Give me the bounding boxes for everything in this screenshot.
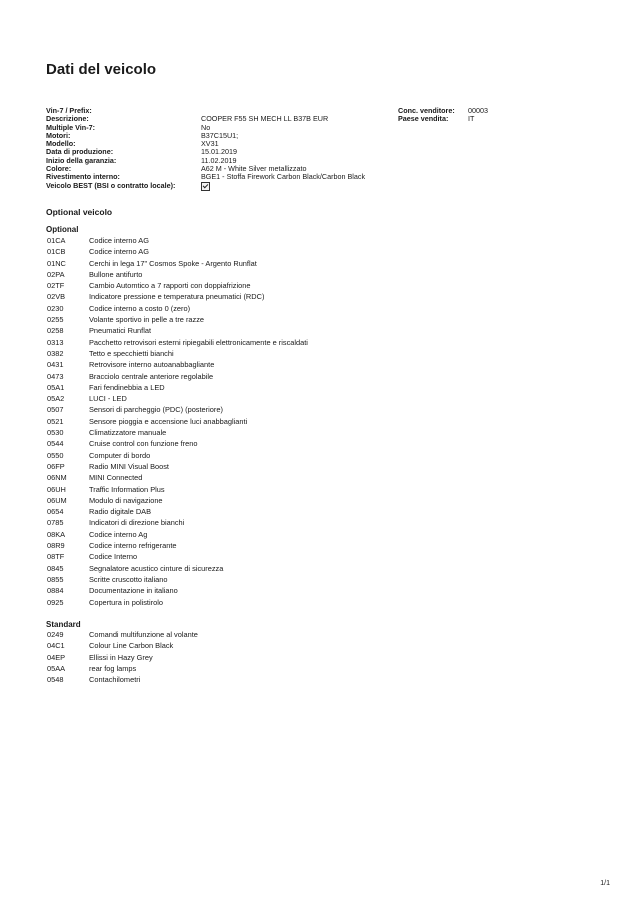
option-code: 02VB (47, 292, 66, 302)
option-code: 05A2 (47, 394, 65, 404)
list-item (46, 450, 606, 461)
page-title: Dati del veicolo (46, 61, 157, 78)
list-item (46, 461, 606, 472)
list-item (46, 674, 606, 685)
field-label: Veicolo BEST (BSI o contratto locale): (46, 180, 176, 190)
section-title: Optional veicolo (46, 207, 113, 217)
list-item (46, 563, 606, 574)
list-item (46, 348, 606, 359)
field-value: IT (468, 114, 475, 124)
option-description: MINI Connected (89, 473, 143, 483)
field-value: B37C15U1; (201, 130, 239, 140)
list-item (46, 652, 606, 663)
option-description: Computer di bordo (89, 450, 151, 460)
standard-list (46, 629, 606, 685)
standard-group-title: Standard (46, 620, 81, 629)
option-description: Codice interno a costo 0 (zero) (89, 303, 191, 313)
option-description: Retrovisore interno autoanabbagliante (89, 360, 215, 370)
list-item (46, 235, 606, 246)
option-description: Radio digitale DAB (89, 507, 152, 517)
field-value: 15.01.2019 (201, 147, 237, 157)
list-item (46, 314, 606, 325)
option-description: Pneumatici Runflat (89, 326, 152, 336)
option-code: 02TF (47, 281, 65, 291)
option-description: Codice interno Ag (89, 529, 148, 539)
option-code: 08TF (47, 552, 65, 562)
option-description: Colour Line Carbon Black (89, 641, 174, 651)
option-description: Documentazione in italiano (89, 586, 178, 596)
option-description: Indicatore pressione e temperatura pneumatici (RDC) (89, 292, 265, 302)
option-code: 02PA (47, 269, 65, 279)
option-code: 01CB (47, 247, 66, 257)
field-value: No (201, 122, 211, 132)
option-description: Tetto e specchietti bianchi (89, 348, 174, 358)
vehicle-field-row (46, 124, 606, 132)
list-item (46, 427, 606, 438)
list-item (46, 540, 606, 551)
option-description: Modulo di navigazione (89, 495, 163, 505)
option-code: 06UH (47, 484, 66, 494)
dealer-fields (398, 107, 598, 124)
option-code: 0507 (47, 405, 64, 415)
list-item (46, 517, 606, 528)
option-description: Codice interno AG (89, 236, 149, 245)
option-code: 0550 (47, 450, 64, 460)
option-code: 0548 (47, 675, 64, 685)
option-code: 0249 (47, 630, 64, 639)
optional-group-title: Optional (46, 225, 79, 234)
option-description: Codice Interno (89, 552, 138, 562)
option-code: 06UM (47, 495, 67, 505)
list-item (46, 629, 606, 640)
option-description: Indicatori di direzione bianchi (89, 518, 185, 528)
option-description: Segnalatore acustico cinture di sicurezza (89, 563, 224, 573)
option-code: 08R9 (47, 541, 65, 551)
list-item (46, 585, 606, 596)
option-code: 0884 (47, 586, 64, 596)
option-description: Climatizzatore manuale (89, 428, 167, 438)
option-description: LUCI - LED (89, 394, 127, 404)
field-label: Conc. venditore: (398, 106, 455, 115)
list-item (46, 325, 606, 336)
field-label: Vin-7 / Prefix: (46, 106, 92, 115)
list-item (46, 472, 606, 483)
list-item (46, 529, 606, 540)
option-code: 08KA (47, 529, 66, 539)
list-item (46, 404, 606, 415)
field-label: Colore: (46, 164, 72, 174)
list-item (46, 337, 606, 348)
option-code: 0258 (47, 326, 64, 336)
list-item (46, 416, 606, 427)
option-code: 0255 (47, 315, 64, 325)
vehicle-field-row (46, 132, 606, 140)
field-label: Data di produzione: (46, 147, 114, 157)
field-label: Modello: (46, 139, 76, 149)
list-item (46, 640, 606, 651)
list-item (46, 393, 606, 404)
field-value: 11.02.2019 (201, 155, 237, 165)
option-code: 0544 (47, 439, 64, 449)
option-code: 0654 (47, 507, 64, 517)
option-code: 0845 (47, 563, 64, 573)
option-description: Bracciolo centrale anteriore regolabile (89, 371, 214, 381)
list-item (46, 291, 606, 302)
option-description: Volante sportivo in pelle a tre razze (89, 315, 205, 325)
list-item (46, 303, 606, 314)
option-code: 0382 (47, 348, 64, 358)
option-code: 0521 (47, 416, 64, 426)
option-code: 0313 (47, 337, 64, 347)
field-value: 00003 (468, 106, 488, 115)
field-label: Descrizione: (46, 114, 89, 124)
option-description: Bullone antifurto (89, 269, 143, 279)
list-item (46, 359, 606, 370)
field-label: Motori: (46, 130, 71, 140)
option-description: Codice interno AG (89, 247, 149, 257)
list-item (46, 551, 606, 562)
option-description: Contachilometri (89, 675, 141, 685)
list-item (46, 597, 606, 608)
vehicle-field-row (46, 148, 606, 156)
option-description: Pacchetto retrovisori esterni ripiegabili elettronicamente e riscaldati (89, 337, 308, 347)
list-item (46, 495, 606, 506)
option-description: Traffic Information Plus (89, 484, 165, 494)
field-label: Paese vendita: (398, 114, 449, 124)
option-code: 06FP (47, 461, 65, 471)
vehicle-field-row (46, 140, 606, 148)
field-value: XV31 (201, 139, 219, 149)
list-item (46, 484, 606, 495)
field-label: Inizio della garanzia: (46, 155, 117, 165)
option-code: 0431 (47, 360, 64, 370)
field-label: Multiple Vin-7: (46, 122, 95, 132)
option-description: Cambio Automtico a 7 rapporti con doppiafrizione (89, 281, 251, 291)
option-code: 0855 (47, 574, 64, 584)
list-item (46, 382, 606, 393)
list-item (46, 506, 606, 517)
option-description: Cruise control con funzione freno (89, 439, 198, 449)
option-code: 04C1 (47, 641, 65, 651)
list-item (46, 246, 606, 257)
field-value: COOPER F55 SH MECH LL B37B EUR (201, 114, 329, 124)
option-description: Fari fendinebbia a LED (89, 382, 165, 392)
field-value: A62 M - White Silver metallizzato (201, 164, 307, 174)
field-label: Rivestimento interno: (46, 172, 120, 182)
option-code: 01CA (47, 236, 66, 245)
option-description: Cerchi in lega 17" Cosmos Spoke - Argento Runflat (89, 258, 257, 268)
list-item (46, 269, 606, 280)
option-description: Comandi multifunzione al volante (89, 630, 198, 639)
list-item (46, 574, 606, 585)
option-description: Scritte cruscotto italiano (89, 574, 168, 584)
field-value (201, 182, 210, 193)
option-description: Radio MINI Visual Boost (89, 461, 169, 471)
option-description: Sensore pioggia e accensione luci anabbaglianti (89, 416, 248, 426)
option-description: rear fog lamps (89, 663, 137, 673)
option-description: Copertura in polistirolo (89, 597, 163, 607)
option-description: Codice interno refrigerante (89, 541, 177, 551)
option-code: 04EP (47, 652, 66, 662)
option-code: 01NC (47, 258, 66, 268)
field-value: BGE1 - Stoffa Firework Carbon Black/Carbon Black (201, 172, 366, 182)
option-code: 0230 (47, 303, 64, 313)
option-description: Ellissi in Hazy Grey (89, 652, 153, 662)
option-code: 0785 (47, 518, 64, 528)
option-code: 06NM (47, 473, 67, 483)
list-item (46, 258, 606, 269)
option-code: 05A1 (47, 382, 65, 392)
option-description: Sensori di parcheggio (PDC) (posteriore) (89, 405, 223, 415)
list-item (46, 280, 606, 291)
list-item (46, 438, 606, 449)
list-item (46, 663, 606, 674)
option-code: 0925 (47, 597, 64, 607)
page-number: 1/1 (600, 880, 610, 887)
dealer-field-row (398, 115, 598, 123)
optional-list (46, 235, 606, 608)
option-code: 0530 (47, 428, 64, 438)
vehicle-field-row (46, 182, 606, 190)
best-checkbox[interactable] (201, 182, 210, 191)
option-code: 05AA (47, 663, 66, 673)
vehicle-field-row (46, 157, 606, 165)
option-code: 0473 (47, 371, 64, 381)
list-item (46, 371, 606, 382)
